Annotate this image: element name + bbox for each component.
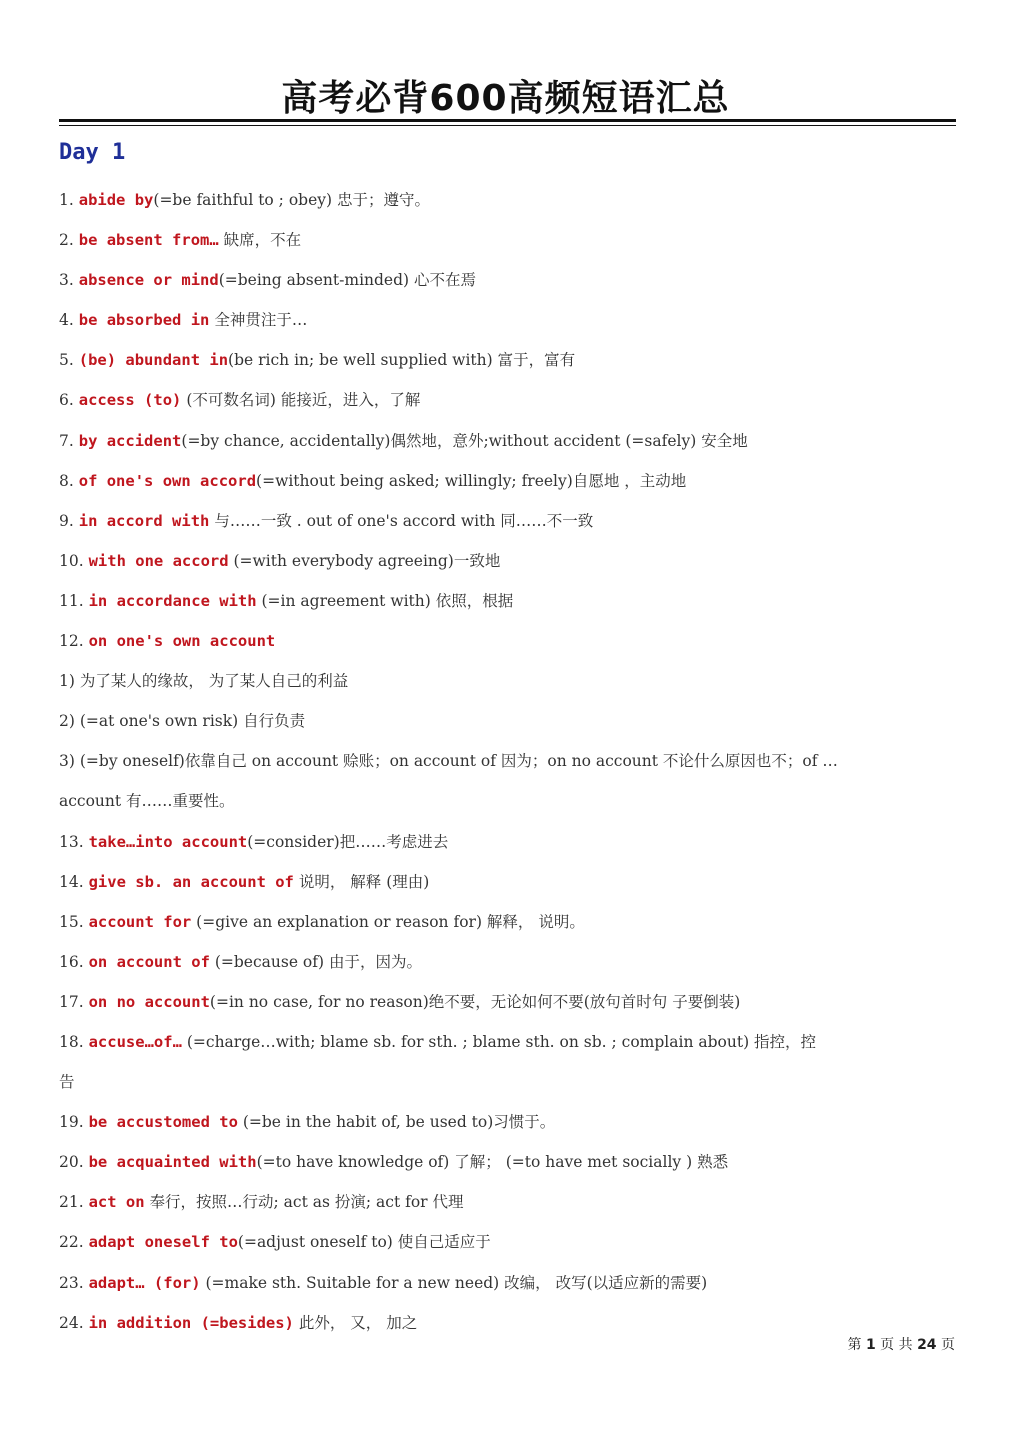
footer-total-pages: 24 [917, 1337, 937, 1353]
entry-gloss: (=be faithful to ; obey) 忠于；遵守。 [153, 191, 430, 209]
entry-number: 22. [59, 1233, 84, 1252]
phrase-entry [59, 385, 959, 425]
entry-number: 12. [59, 632, 84, 651]
entry-gloss: (=by oneself)依靠自己 on account 赊账；on account of 因为；on no account 不论什么原因也不；of … [79, 752, 838, 771]
entry-number: 14. [59, 872, 84, 891]
entry-phrase: take…into account [88, 832, 248, 851]
phrase-entry [59, 1067, 959, 1107]
entry-number: 10. [59, 551, 84, 570]
entry-gloss: (不可数名词) 能接近，进入，了解 [181, 391, 421, 410]
entry-phrase: with one accord [88, 551, 229, 570]
entry-gloss: (=at one's own risk) 自行负责 [79, 712, 306, 731]
entry-phrase: be acquainted with [88, 1153, 257, 1172]
entry-phrase: in addition (=besides) [88, 1313, 294, 1332]
entry-phrase: accuse…of… [88, 1032, 182, 1051]
entry-number: 2. [59, 231, 74, 250]
entry-number: 8. [59, 471, 74, 490]
entry-number: 16. [59, 952, 84, 971]
phrase-entry [59, 345, 959, 385]
page-footer [848, 1334, 956, 1354]
entry-phrase: be accustomed to [88, 1113, 238, 1132]
entry-gloss: (=in no case, for no reason)绝不要，无论如何不要(放句首时句 子要倒装) [209, 992, 741, 1011]
entry-phrase: on account of [88, 952, 210, 971]
phrase-entry [59, 185, 959, 225]
entry-gloss: (=adjust oneself to) 使自己适应于 [237, 1233, 491, 1252]
entry-number: 18. [59, 1032, 84, 1051]
entry-phrase: of one's own accord [78, 471, 257, 490]
phrase-entry [59, 867, 959, 907]
title-divider-thin [59, 125, 956, 126]
entry-gloss: 奉行，按照…行动; act as 扮演; act for 代理 [144, 1193, 464, 1212]
entry-gloss: (=consider)把……考虑进去 [247, 832, 449, 851]
entry-gloss: (=with everybody agreeing)一致地 [228, 551, 501, 570]
phrase-entry [59, 546, 959, 586]
phrase-entry [59, 1027, 959, 1067]
phrase-entry [59, 666, 959, 706]
entry-number: 19. [59, 1113, 84, 1132]
entry-phrase: by accident [78, 431, 182, 450]
entry-gloss: (=make sth. Suitable for a new need) 改编， 改写(以适应新的需要) [200, 1273, 708, 1292]
entry-phrase: in accordance with [88, 591, 257, 610]
entry-number: 3. [59, 271, 74, 290]
entry-number: 7. [59, 431, 74, 450]
entry-phrase: absence or mind [78, 271, 219, 290]
entry-gloss: 与……一致 . out of one's accord with 同……不一致 [209, 511, 594, 530]
phrase-entry [59, 987, 959, 1027]
entry-gloss: (=without being asked; willingly; freely)自愿地 ，主动地 [256, 471, 687, 490]
entry-gloss: (=being absent-minded) 心不在焉 [218, 271, 477, 290]
footer-current-page: 1 [865, 1337, 876, 1353]
entry-phrase: on no account [88, 992, 210, 1011]
entry-number: 23. [59, 1273, 84, 1292]
phrase-entry [59, 626, 959, 666]
entry-gloss: 此外， 又， 加之 [293, 1313, 418, 1332]
entry-number: 6. [59, 391, 74, 410]
phrase-entry [59, 586, 959, 626]
entry-phrase: be absorbed in [78, 311, 210, 330]
entry-phrase: act on [88, 1193, 145, 1212]
phrase-entry [59, 265, 959, 305]
page-title: 高考必背600高频短语汇总 [281, 78, 730, 119]
entry-phrase: on one's own account [88, 632, 276, 651]
phrase-list [59, 185, 959, 1348]
entry-gloss: 说明， 解释 (理由) [293, 872, 430, 891]
entry-phrase: abide by [78, 191, 154, 209]
entry-number: 17. [59, 992, 84, 1011]
phrase-entry [59, 466, 959, 506]
entry-gloss: account 有……重要性。 [59, 792, 235, 811]
entry-number: 1) [59, 672, 75, 691]
entry-number: 11. [59, 591, 84, 610]
entry-gloss: (be rich in; be well supplied with) 富于，富有 [228, 351, 576, 370]
entry-gloss: (=in agreement with) 依照，根据 [256, 591, 514, 610]
phrase-entry [59, 786, 959, 826]
footer-prefix: 第 [847, 1337, 866, 1353]
entry-number: 13. [59, 832, 84, 851]
entry-gloss: (=to have knowledge of) 了解； (=to have met socially ) 熟悉 [256, 1153, 729, 1172]
entry-number: 3) [59, 752, 75, 771]
phrase-entry [59, 506, 959, 546]
entry-gloss: (=charge…with; blame sb. for sth. ; blame sth. on sb. ; complain about) 指控，控 [181, 1032, 817, 1051]
entry-gloss: (=by chance, accidentally)偶然地，意外;without accident (=safely) 安全地 [181, 431, 748, 450]
title-divider-thick [59, 119, 956, 122]
entry-phrase: give sb. an account of [88, 872, 294, 891]
entry-number: 1. [59, 191, 74, 209]
entry-number: 9. [59, 511, 74, 530]
entry-number: 15. [59, 912, 84, 931]
phrase-entry [59, 426, 959, 466]
entry-gloss: 告 [59, 1073, 75, 1092]
entry-gloss: 缺席，不在 [218, 231, 302, 250]
entry-number: 21. [59, 1193, 84, 1212]
phrase-entry [59, 1107, 959, 1147]
entry-gloss: 为了某人的缘故， 为了某人自己的利益 [79, 672, 349, 691]
entry-number: 2) [59, 712, 75, 731]
entry-number: 4. [59, 311, 74, 330]
entry-phrase: access (to) [78, 391, 182, 410]
entry-phrase: in accord with [78, 511, 210, 530]
footer-suffix: 页 [936, 1337, 955, 1353]
phrase-entry [59, 746, 959, 786]
footer-middle: 页 共 [875, 1337, 918, 1353]
entry-phrase: account for [88, 912, 192, 931]
phrase-entry [59, 1147, 959, 1187]
phrase-entry [59, 1268, 959, 1308]
phrase-entry [59, 947, 959, 987]
entry-gloss: (=because of) 由于，因为。 [209, 952, 422, 971]
entry-phrase: adapt oneself to [88, 1233, 238, 1252]
phrase-entry [59, 225, 959, 265]
phrase-entry [59, 907, 959, 947]
day-heading: Day 1 [59, 140, 126, 165]
phrase-entry [59, 1227, 959, 1267]
entry-gloss: (=give an explanation or reason for) 解释， 说明。 [191, 912, 585, 931]
entry-phrase: be absent from… [78, 231, 219, 250]
entry-number: 5. [59, 351, 74, 370]
entry-gloss: (=be in the habit of, be used to)习惯于。 [237, 1113, 556, 1132]
entry-phrase: (be) abundant in [78, 351, 229, 370]
phrase-entry [59, 827, 959, 867]
phrase-entry [59, 706, 959, 746]
entry-phrase: adapt… (for) [88, 1273, 201, 1292]
entry-gloss: 全神贯注于… [209, 311, 308, 330]
phrase-entry [59, 305, 959, 345]
entry-number: 20. [59, 1153, 84, 1172]
phrase-entry [59, 1187, 959, 1227]
phrase-entry [59, 1308, 959, 1348]
entry-number: 24. [59, 1313, 84, 1332]
